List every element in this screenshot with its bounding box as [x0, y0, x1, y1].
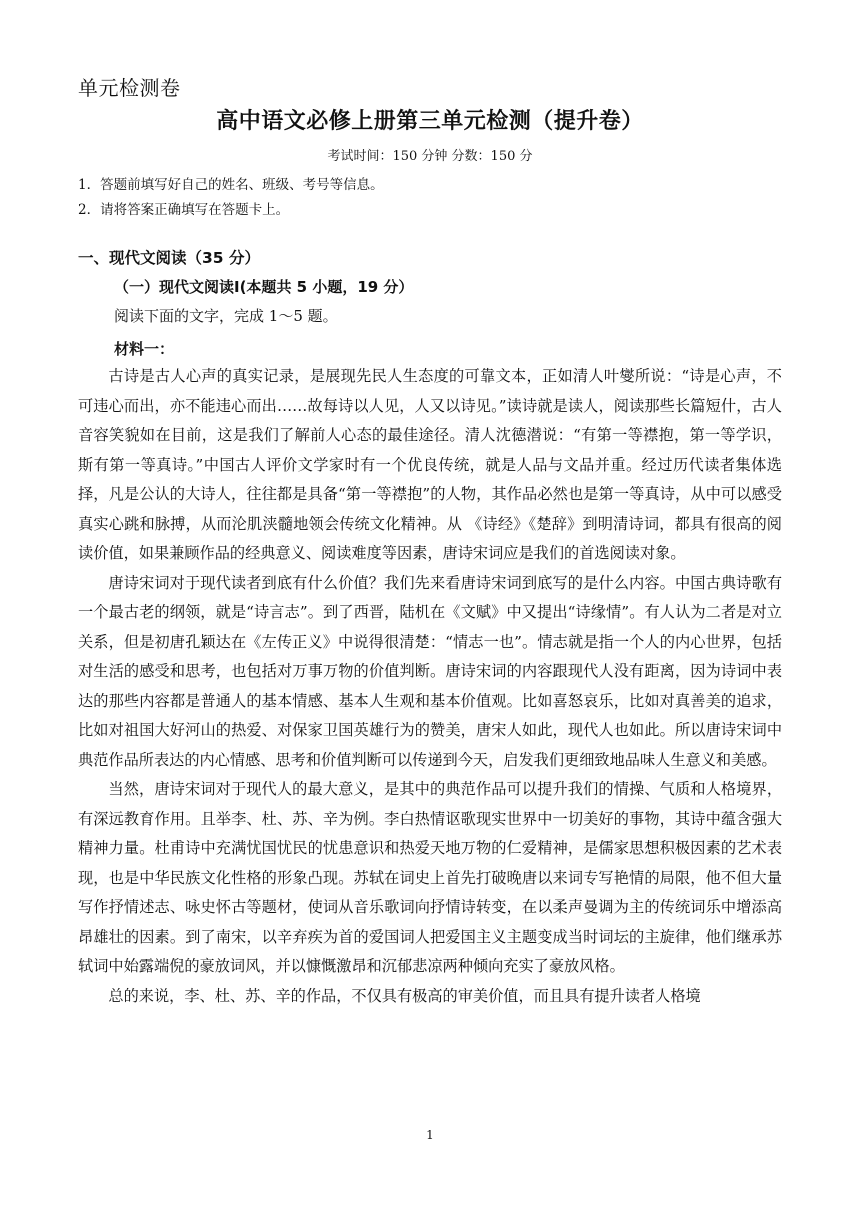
- material-label: 材料一：: [114, 340, 175, 358]
- header-label: 单元检测卷: [78, 76, 181, 100]
- passage-paragraph-3: 当然，唐诗宋词对于现代人的最大意义，是其中的典范作品可以提升我们的情操、气质和人格境界，有深远教育作用。且举李、杜、苏、辛为例。李白热情讴歌现实世界中一切美好的事物，其诗中蕴含强大精神力量。杜甫诗中充满忧国忧民的忧患意识和热爱天地万物的仁爱精神，是儒家思想积极因素的艺术表现，也是中华民族文化性格的形象凸现。苏轼在词史上首先打破晚唐以来词专写艳情的局限，他不但大量写作抒情述志、咏史怀古等题材，使词从音乐歌词向抒情诗转变，在以柔声曼调为主的传统词乐中增添高昂雄壮的因素。到了南宋，以辛弃疾为首的爱国词人把爱国主义主题变成当时词坛的主旋律，他们继承苏轼词中始露端倪的豪放词风，并以慷慨激昂和沉郁悲凉两种倾向充实了豪放风格。: [78, 780, 782, 975]
- sub-section-heading: （一）现代文阅读Ⅰ(本题共 5 小题，19 分）: [114, 278, 414, 296]
- instruction-note-1: 1．答题前填写好自己的姓名、班级、考号等信息。: [78, 177, 384, 193]
- page-title: 高中语文必修上册第三单元检测（提升卷）: [216, 109, 644, 134]
- page-number: 1: [426, 1128, 434, 1142]
- reading-instruction: 阅读下面的文字，完成 1～5 题。: [114, 307, 338, 325]
- instruction-note-2: 2．请将答案正确填写在答题卡上。: [78, 202, 290, 218]
- passage-paragraph-4: 总的来说，李、杜、苏、辛的作品，不仅具有极高的审美价值，而且具有提升读者人格境: [108, 986, 701, 1005]
- passage-body: [78, 362, 782, 1011]
- exam-info: 考试时间：150 分钟 分数：150 分: [327, 149, 533, 164]
- passage-paragraph-2: 唐诗宋词对于现代读者到底有什么价值？我们先来看唐诗宋词到底写的是什么内容。中国古典诗歌有一个最古老的纲领，就是“诗言志”。到了西晋，陆机在《文赋》中又提出“诗缘情”。有人认为二者是对立关系，但是初唐孔颖达在《左传正义》中说得很清楚：“情志一也”。情志就是指一个人的内心世界，包括对生活的感受和思考，也包括对万事万物的价值判断。唐诗宋词的内容跟现代人没有距离，因为诗词中表达的那些内容都是普通人的基本情感、基本人生观和基本价值观。比如喜怒哀乐，比如对真善美的追求，比如对祖国大好河山的热爱、对保家卫国英雄行为的赞美，唐宋人如此，现代人也如此。所以唐诗宋词中典范作品所表达的内心情感、思考和价值判断可以传递到今天，启发我们更细致地品味人生意义和美感。: [78, 573, 782, 769]
- section-heading: 一、现代文阅读（35 分）: [78, 249, 260, 267]
- passage-paragraph-1: 古诗是古人心声的真实记录，是展现先民人生态度的可靠文本，正如清人叶燮所说：“诗是心声，不可违心而出，亦不能违心而出……故每诗以人见，人又以诗见。”读诗就是读人，阅读那些长篇短什，古人音容笑貌如在目前，这是我们了解前人心态的最佳途径。清人沈德潜说：“有第一等襟抱，第一等学识，斯有第一等真诗。”中国古人评价文学家时有一个优良传统，就是人品与文品并重。经过历代读者集体选择，凡是公认的大诗人，往往都是具备“第一等襟抱”的人物，其作品必然也是第一等真诗，从中可以感受真实心跳和脉搏，从而沦肌浃髓地领会传统文化精神。从 《诗经》《楚辞》到明清诗词，都具有很高的阅读价值，如果兼顾作品的经典意义、阅读难度等因素，唐诗宋词应是我们的首选阅读对象。: [78, 367, 782, 562]
